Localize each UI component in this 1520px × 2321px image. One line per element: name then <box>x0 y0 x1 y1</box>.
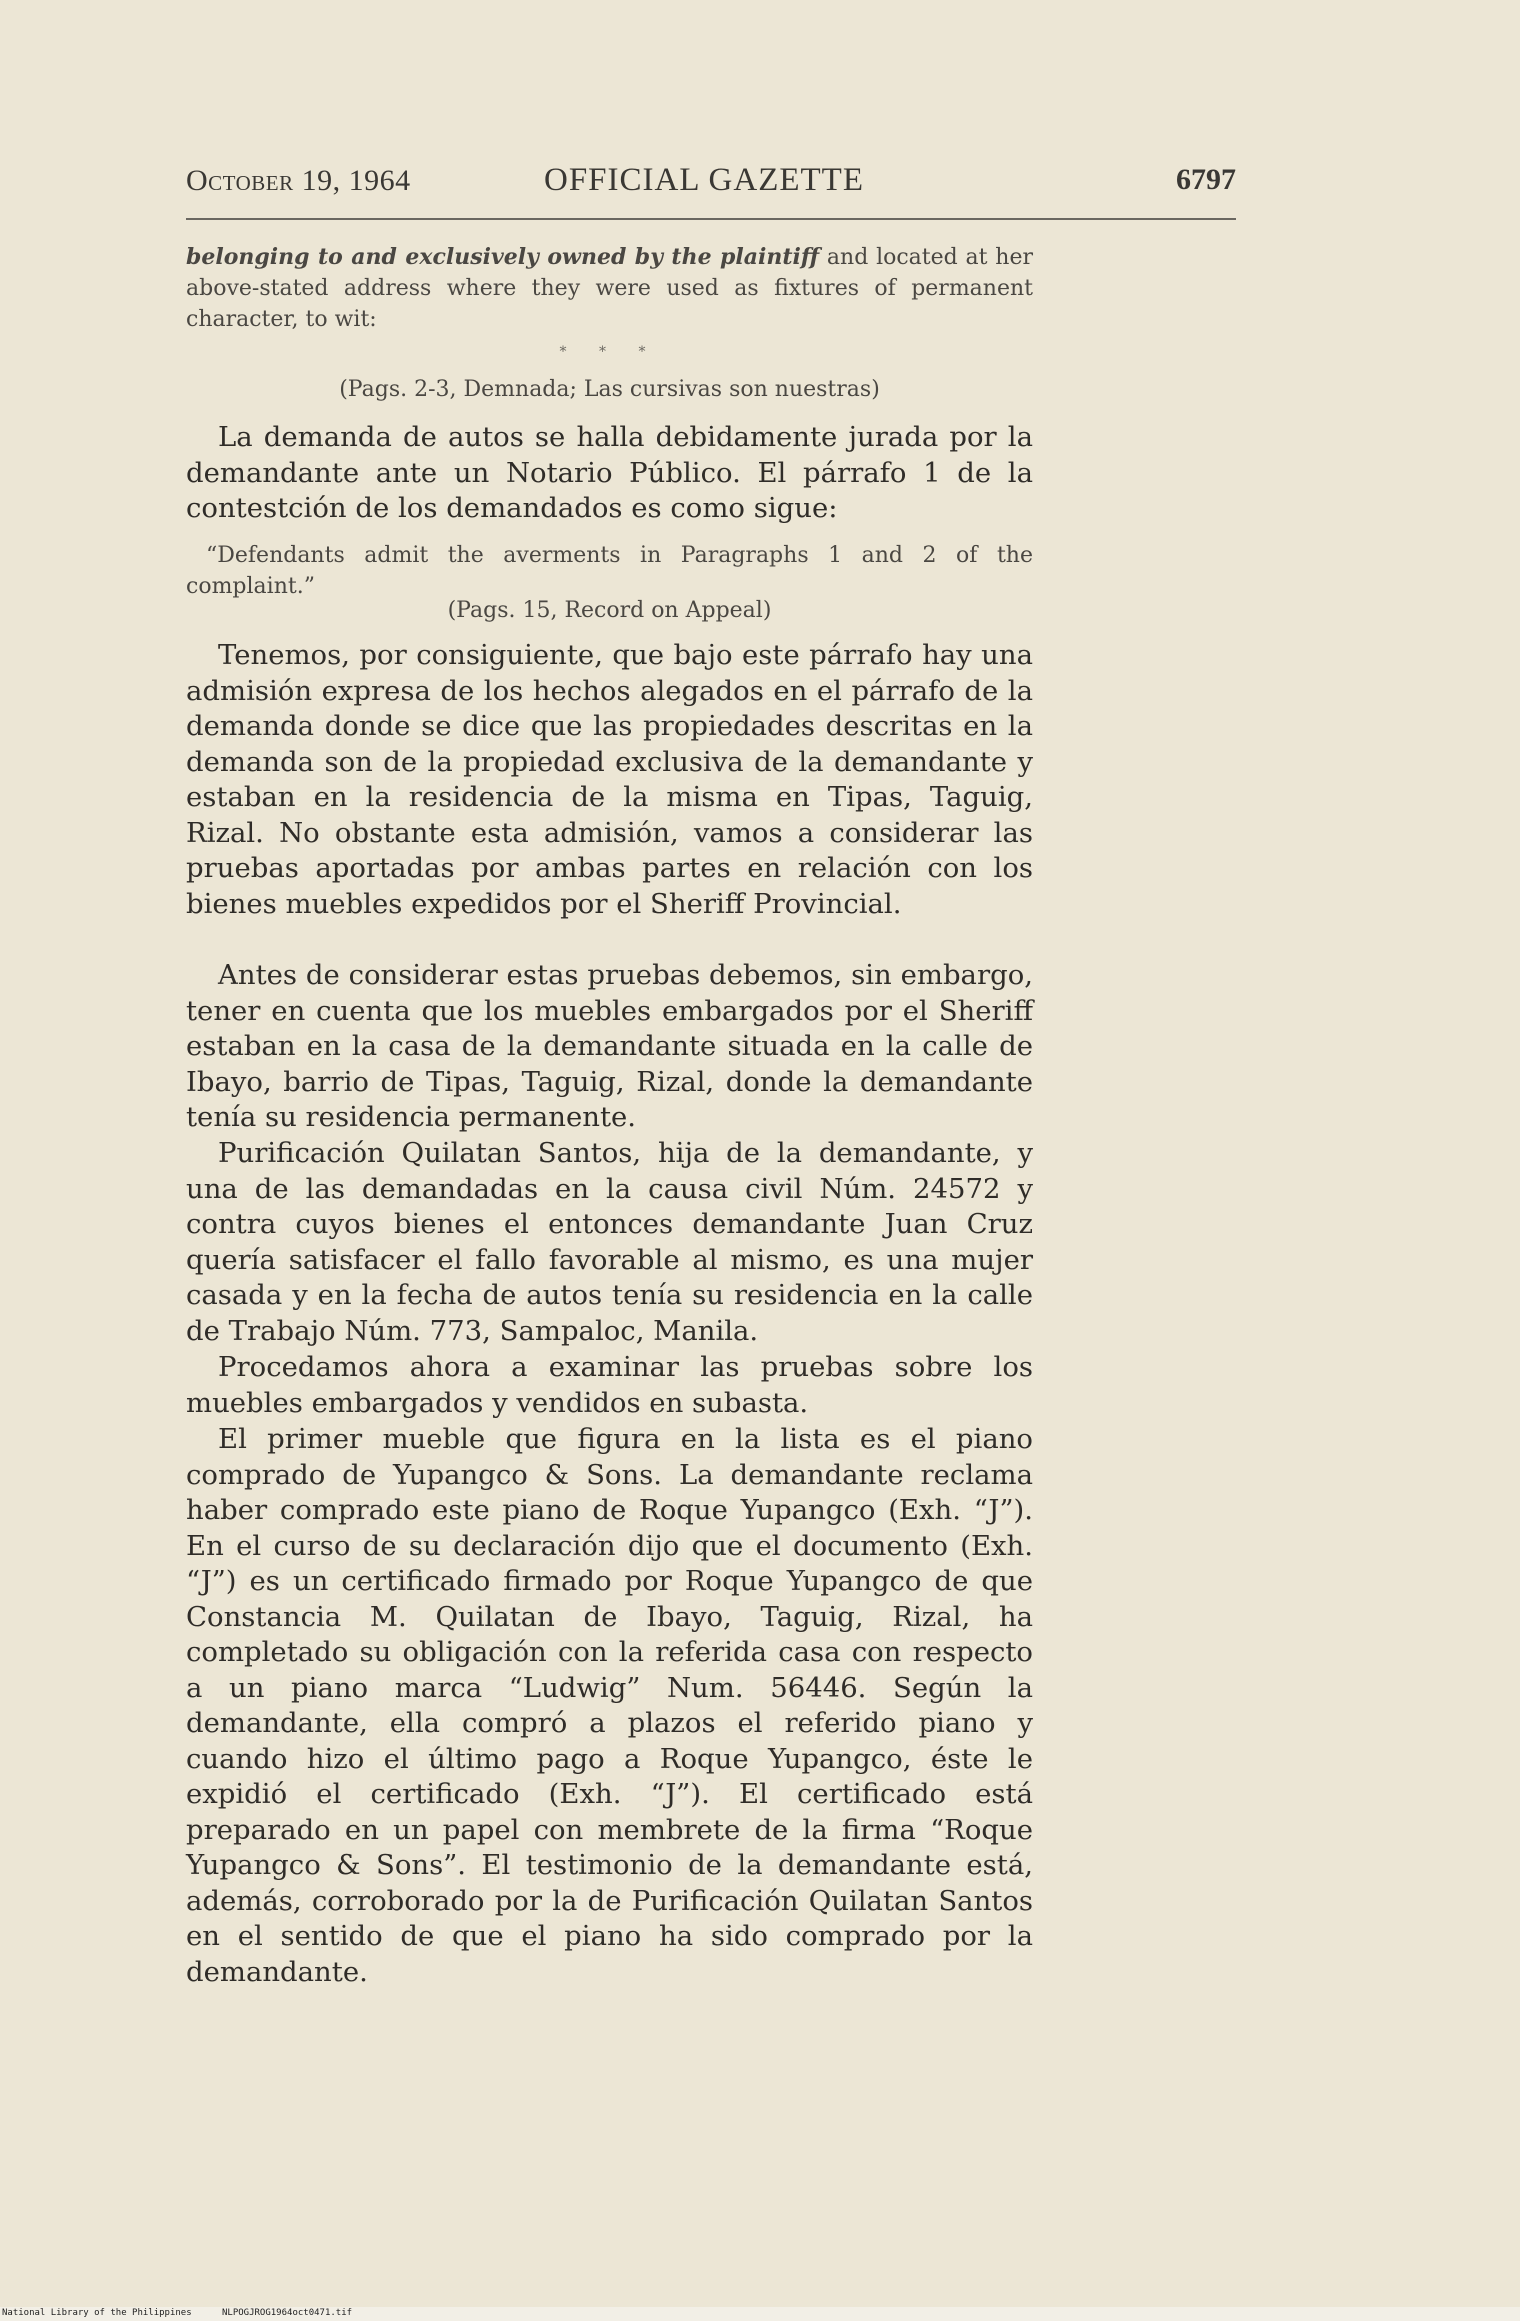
paragraph-6: El primer mueble que figura en la lista es el piano comprado de Yupangco & Sons. La demandante reclama haber comprado este piano de Roque Yupangco (Exh. “J”). En el curso de su declaración dijo que el documento (Exh. “J”) es un certificado firmado por Roque Yupangco de que Constancia M. Quilatan de Ibayo, Taguig, Rizal, ha completado su obligación con la referida casa con respecto a un piano marca “Ludwig” Num. 56446. Según la demandante, ella compró a plazos el referido piano y cuando hizo el último pago a Roque Yupangco, éste le expidió el certificado (Exh. “J”). El certificado está preparado en un papel con membrete de la firma “Roque Yupangco & Sons”. El testimonio de la demandante está, además, corroborado por la de Purificación Quilatan Santos en el sentido de que el piano ha sido comprado por la demandante. <box>186 1423 1033 1988</box>
paragraph-5: Procedamos ahora a examinar las pruebas sobre los muebles embargados y vendidos en subasta. <box>186 1351 1033 1419</box>
quote-1-citation: (Pags. 2-3, Demnada; Las cursivas son nuestras) <box>339 377 880 402</box>
footer-file: NLPOGJROG1964oct0471.tif <box>222 2308 353 2318</box>
quote-block-1 <box>186 242 1033 335</box>
header-date: October 19, 1964 <box>186 164 411 197</box>
quote-1-italic: belonging to and exclusively owned by the plaintiff <box>186 244 820 270</box>
paragraph-4: Purificación Quilatan Santos, hija de la demandante, y una de las demandadas en la causa civil Núm. 24572 y contra cuyos bienes el entonces demandante Juan Cruz quería satisfacer el fallo favorable al mismo, es una mujer casada y en la fecha de autos tenía su residencia en la calle de Trabajo Núm. 773, Sampaloc, Manila. <box>186 1137 1033 1347</box>
header-title: OFFICIAL GAZETTE <box>544 162 864 198</box>
quote-1-rest: and located at her above-stated address where they were used as fixtures of permanent character, to wit: <box>186 245 1033 332</box>
paragraph-3: Antes de considerar estas pruebas debemos, sin embargo, tener en cuenta que los muebles embargados por el Sheriff estaban en la casa de la demandante situada en la calle de Ibayo, barrio de Tipas, Taguig, Rizal, donde la demandante tenía su residencia permanente. <box>186 959 1033 1133</box>
quote-2-citation: (Pags. 15, Record on Appeal) <box>447 598 772 623</box>
paragraph-2: Tenemos, por consiguiente, que bajo este párrafo hay una admisión expresa de los hechos alegados en el párrafo de la demanda donde se dice que las propiedades descritas en la demanda son de la propiedad exclusiva de la demandante y estaban en la residencia de la misma en Tipas, Taguig, Rizal. No obstante esta admisión, vamos a considerar las pruebas aportadas por ambas partes en relación con los bienes muebles expedidos por el Sheriff Provincial. <box>186 639 1033 920</box>
paragraph-1: La demanda de autos se halla debidamente jurada por la demandante ante un Notario Público. El párrafo 1 de la contestción de los demandados es como sigue: <box>186 421 1033 524</box>
header-rule <box>186 218 1236 220</box>
page-header <box>186 162 1236 202</box>
asterisks-divider: * * * <box>559 344 660 360</box>
scan-footer <box>0 2307 1520 2321</box>
header-page-number: 6797 <box>1176 163 1236 196</box>
quote-block-2: “Defendants admit the averments in Paragraphs 1 and 2 of the complaint.” <box>186 543 1033 599</box>
footer-library: National Library of the Philippines <box>2 2308 192 2318</box>
